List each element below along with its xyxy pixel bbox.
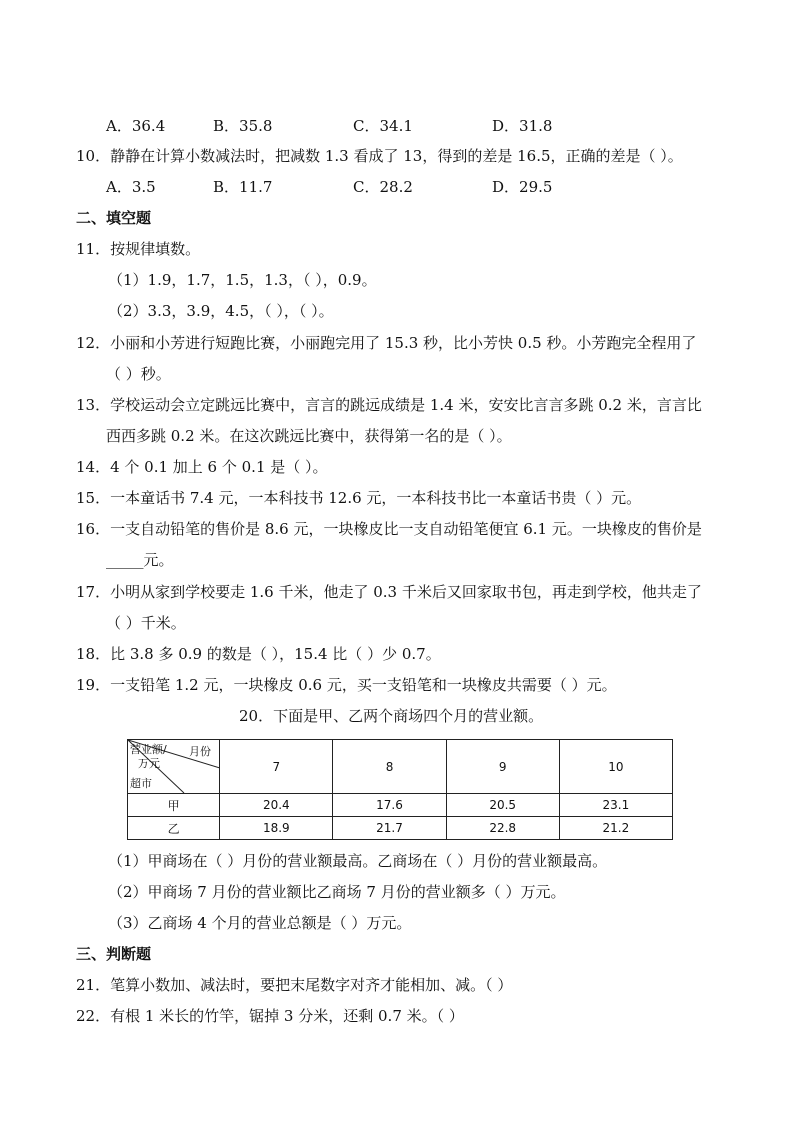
q20-sub1: （1）甲商场在（ ）月份的营业额最高。乙商场在（ ）月份的营业额最高。 bbox=[108, 852, 608, 870]
q11-sub1: （1）1.9，1.7，1.5，1.3，（ ），0.9。 bbox=[108, 271, 377, 289]
sales-table bbox=[127, 739, 673, 840]
q9-option-b: B．35.8 bbox=[213, 117, 273, 135]
month-header-10: 10 bbox=[559, 740, 672, 794]
table-cell: 20.5 bbox=[446, 794, 559, 817]
month-header-7: 7 bbox=[220, 740, 333, 794]
q17-line2: （ ）千米。 bbox=[106, 614, 186, 632]
q14-text: 14．4 个 0.1 加上 6 个 0.1 是（ ）。 bbox=[76, 458, 328, 476]
q10-option-d: D．29.5 bbox=[492, 178, 553, 196]
table-cell: 22.8 bbox=[446, 817, 559, 840]
row-label-jia: 甲 bbox=[128, 794, 220, 817]
q20-title: 20．下面是甲、乙两个商场四个月的营业额。 bbox=[239, 707, 544, 725]
q16-line2: _____元。 bbox=[106, 551, 174, 569]
corner-label-unit: 万元 bbox=[138, 757, 160, 770]
q22-text: 22．有根 1 米长的竹竿，锯掉 3 分米，还剩 0.7 米。（ ） bbox=[76, 1007, 464, 1025]
q12-line2: （ ）秒。 bbox=[106, 365, 171, 383]
q11-sub2: （2）3.3，3.9，4.5，（ ），（ ）。 bbox=[108, 302, 334, 320]
table-cell: 18.9 bbox=[220, 817, 333, 840]
q12-line1: 12．小丽和小芳进行短跑比赛，小丽跑完用了 15.3 秒，比小芳快 0.5 秒。小芳跑完全程用了 bbox=[76, 334, 697, 352]
table-corner-cell bbox=[128, 740, 220, 794]
corner-label-month: 月份 bbox=[189, 745, 211, 758]
month-header-9: 9 bbox=[446, 740, 559, 794]
q15-text: 15．一本童话书 7.4 元，一本科技书 12.6 元，一本科技书比一本童话书贵（ ）元。 bbox=[76, 489, 642, 507]
table-cell: 17.6 bbox=[333, 794, 446, 817]
q17-line1: 17．小明从家到学校要走 1.6 千米，他走了 0.3 千米后又回家取书包，再走到学校，他共走了 bbox=[76, 583, 702, 601]
table-row bbox=[128, 817, 673, 840]
q10-option-a: A．3.5 bbox=[106, 178, 156, 196]
q19-text: 19．一支铅笔 1.2 元，一块橡皮 0.6 元，买一支铅笔和一块橡皮共需要（ ）元。 bbox=[76, 676, 617, 694]
q21-text: 21．笔算小数加、减法时，要把末尾数字对齐才能相加、减。（ ） bbox=[76, 976, 513, 994]
table-header-row bbox=[128, 740, 673, 794]
table-cell: 21.2 bbox=[559, 817, 672, 840]
corner-label-store: 超市 bbox=[130, 777, 152, 790]
section-fill-in-title: 二、填空题 bbox=[76, 209, 152, 227]
month-header-8: 8 bbox=[333, 740, 446, 794]
section-judgement-title: 三、判断题 bbox=[76, 945, 152, 963]
q13-line2: 西西多跳 0.2 米。在这次跳远比赛中，获得第一名的是（ ）。 bbox=[106, 427, 512, 445]
q10-option-b: B．11.7 bbox=[213, 178, 273, 196]
q9-option-c: C．34.1 bbox=[353, 117, 413, 135]
table-cell: 20.4 bbox=[220, 794, 333, 817]
q9-option-a: A．36.4 bbox=[106, 117, 166, 135]
q11-text: 11．按规律填数。 bbox=[76, 240, 201, 258]
q13-line1: 13．学校运动会立定跳远比赛中，言言的跳远成绩是 1.4 米，安安比言言多跳 0.2 米，言言比 bbox=[76, 396, 702, 414]
q10-option-c: C．28.2 bbox=[353, 178, 413, 196]
q18-text: 18．比 3.8 多 0.9 的数是（ ），15.4 比（ ）少 0.7。 bbox=[76, 645, 441, 663]
table-row bbox=[128, 794, 673, 817]
q20-sub3: （3）乙商场 4 个月的营业总额是（ ）万元。 bbox=[108, 914, 412, 932]
row-label-yi: 乙 bbox=[128, 817, 220, 840]
table-cell: 21.7 bbox=[333, 817, 446, 840]
q10-text: 10．静静在计算小数减法时，把减数 1.3 看成了 13，得到的差是 16.5，正确的差是（ ）。 bbox=[76, 147, 683, 165]
corner-label-revenue: 营业额/ bbox=[130, 743, 167, 756]
q20-sub2: （2）甲商场 7 月份的营业额比乙商场 7 月份的营业额多（ ）万元。 bbox=[108, 883, 566, 901]
q16-line1: 16．一支自动铅笔的售价是 8.6 元，一块橡皮比一支自动铅笔便宜 6.1 元。一块橡皮的售价是 bbox=[76, 520, 702, 538]
table-cell: 23.1 bbox=[559, 794, 672, 817]
q9-option-d: D．31.8 bbox=[492, 117, 553, 135]
